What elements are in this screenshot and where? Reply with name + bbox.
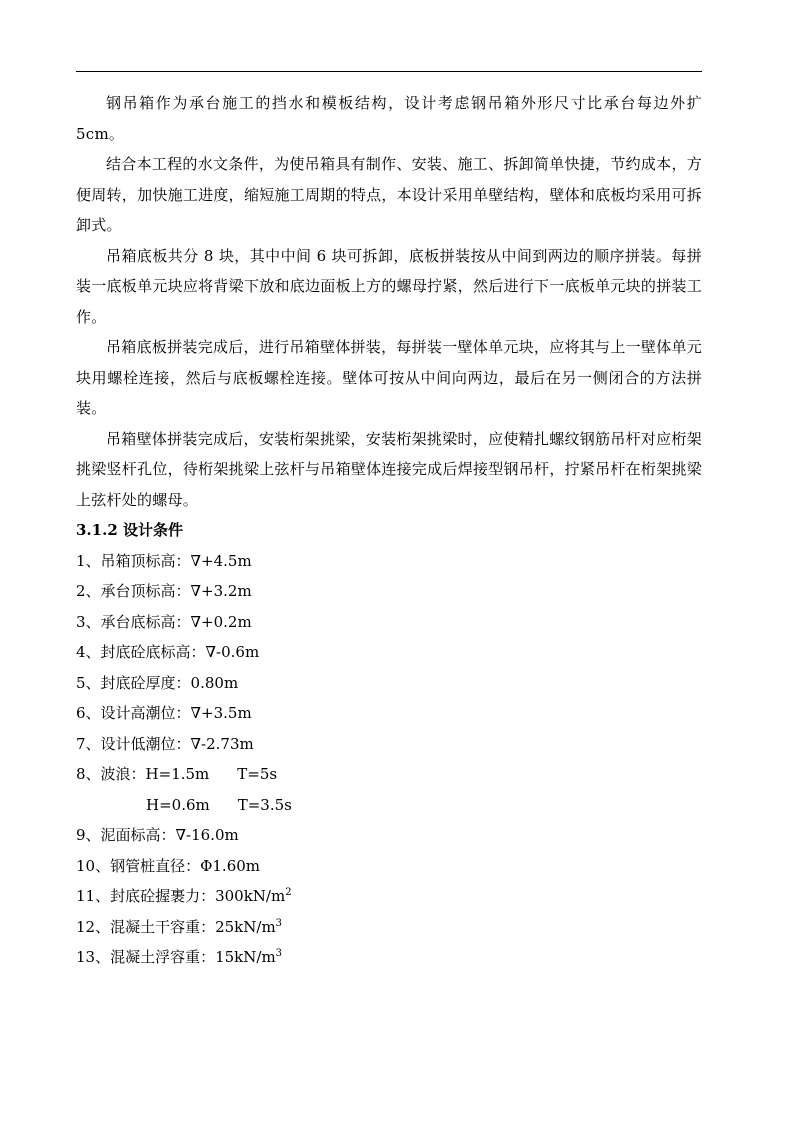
paragraph-4: 吊箱底板拼装完成后，进行吊箱壁体拼装，每拼装一壁体单元块，应将其与上一壁体单元块用螺栓连接，然后与底板螺栓连接。壁体可按从中间向两边，最后在另一侧闭合的方法拼装。: [76, 338, 702, 417]
paragraph-5: 吊箱壁体拼装完成后，安装桁架挑梁，安装桁架挑梁时，应使精扎螺纹钢筋吊杆对应桁架挑梁竖杆孔位，待桁架挑梁上弦杆与吊箱壁体连接完成后焊接型钢吊杆，拧紧吊杆在桁架挑梁上弦杆处的螺母。: [76, 429, 702, 509]
condition-item: 10、钢管桩直径：Φ1.60m: [76, 856, 261, 875]
unit-exponent: 3: [275, 917, 283, 929]
condition-item: 4、封底砼底标高：∇-0.6m: [76, 643, 260, 661]
wave-height-1: H=1.5m: [145, 765, 210, 783]
condition-text: 12、混凝土干容重：25kN/m: [76, 917, 276, 936]
wave-label: 8、波浪：: [76, 765, 146, 783]
paragraph-3: 吊箱底板共分 8 块，其中中间 6 块可拆卸，底板拼装按从中间到两边的顺序拼装。每拼装一底板单元块应将背梁下放和底边面板上方的螺母拧紧，然后进行下一底板单元块的拼装工作。: [76, 246, 702, 326]
wave-height-2: H=0.6m: [146, 795, 210, 814]
condition-item: 7、设计低潮位：∇-2.73m: [76, 734, 254, 753]
condition-item-unit: [76, 942, 702, 973]
condition-item-unit: [76, 881, 702, 912]
condition-item: 1、吊箱顶标高：∇+4.5m: [76, 551, 252, 570]
wave-item-2: [76, 790, 702, 821]
header-rule: [76, 71, 702, 72]
condition-item: 2、承台顶标高：∇+3.2m: [76, 582, 252, 600]
wave-period-2: T=3.5s: [237, 795, 292, 814]
document-body: [76, 88, 702, 973]
condition-item-unit: [76, 912, 702, 943]
unit-exponent: 3: [275, 948, 283, 959]
condition-item: 3、承台底标高：∇+0.2m: [76, 612, 252, 631]
paragraph-1: 钢吊箱作为承台施工的挡水和模板结构，设计考虑钢吊箱外形尺寸比承台每边外扩5cm。: [76, 94, 702, 143]
condition-item: 5、封底砼厚度：0.80m: [76, 673, 239, 692]
wave-item: [76, 759, 702, 790]
section-heading: 3.1.2 设计条件: [76, 521, 183, 539]
condition-text: 11、封底砼握裹力：300kN/m: [76, 887, 286, 905]
condition-item: 6、设计高潮位：∇+3.5m: [76, 704, 252, 722]
unit-exponent: 2: [285, 887, 292, 898]
wave-period-1: T=5s: [237, 765, 278, 783]
condition-item: 9、泥面标高：∇-16.0m: [76, 826, 239, 844]
condition-text: 13、混凝土浮容重：15kN/m: [76, 948, 276, 966]
paragraph-2: 结合本工程的水文条件，为使吊箱具有制作、安装、施工、拆卸简单快捷，节约成本，方便周转，加快施工进度，缩短施工周期的特点，本设计采用单壁结构，壁体和底板均采用可拆卸式。: [76, 155, 702, 234]
